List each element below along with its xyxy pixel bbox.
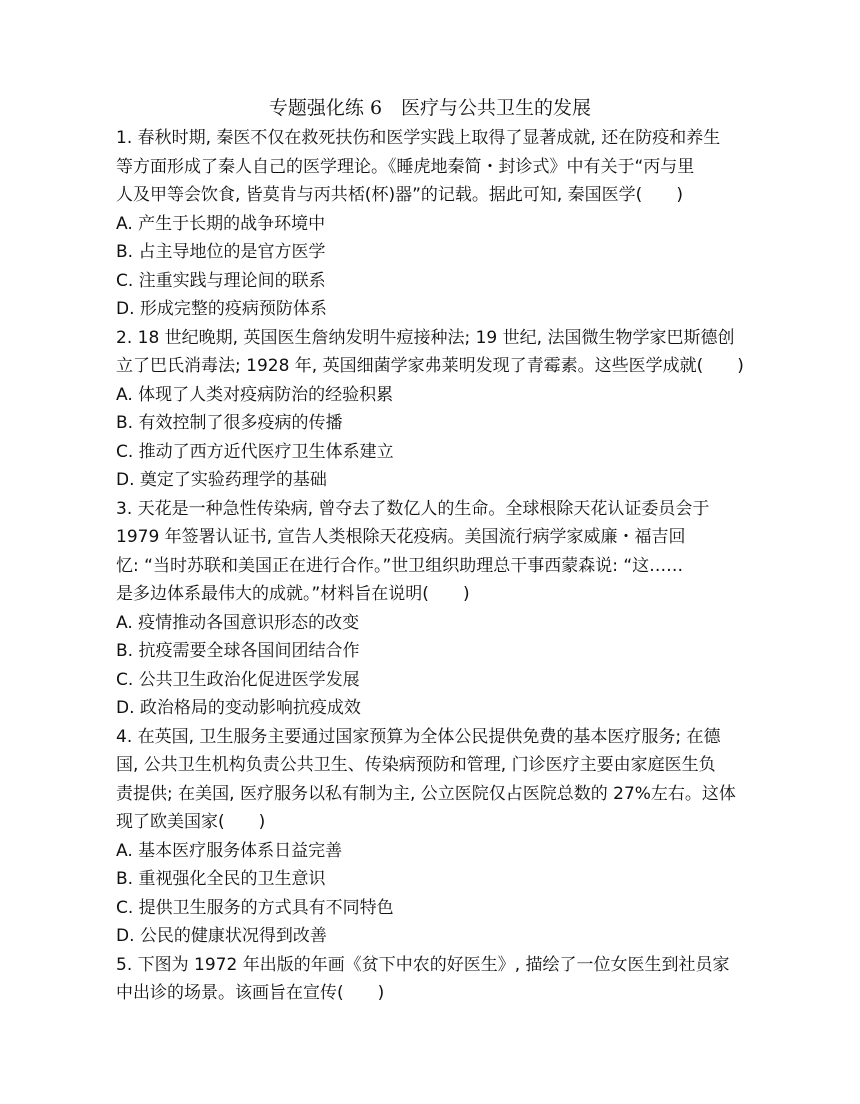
option-b: B. 占主导地位的是官方医学: [116, 242, 326, 262]
question-stem-line: 1. 春秋时期, 秦医不仅在救死扶伤和医学实践上取得了显著成就, 还在防疫和养生: [116, 128, 721, 148]
question-stem-line: 3. 天花是一种急性传染病, 曾夺去了数亿人的生命。全球根除天花认证委员会于: [116, 498, 710, 519]
option-d: D. 奠定了实验药理学的基础: [116, 470, 327, 490]
option-b: B. 重视强化全民的卫生意识: [116, 869, 326, 889]
question-4: [116, 723, 756, 951]
question-stem-line: 等方面形成了秦人自己的医学理论。《睡虎地秦简・封诊式》中有关于“丙与里: [116, 156, 695, 177]
question-stem-line: 是多边体系最伟大的成就。”材料旨在说明( ): [116, 584, 470, 604]
question-stem-line: 责提供; 在美国, 医疗服务以私有制为主, 公立医院仅占医院总数的 27%左右。这体: [116, 783, 736, 804]
option-c: C. 推动了西方近代医疗卫生体系建立: [116, 441, 394, 462]
question-stem-line: 5. 下图为 1972 年出版的年画《贫下中农的好医生》, 描绘了一位女医生到社员家: [116, 954, 730, 975]
question-stem-line: 立了巴氏消毒法; 1928 年, 英国细菌学家弗莱明发现了青霉素。这些医学成就( ): [116, 356, 744, 376]
option-a: A. 产生于长期的战争环境中: [116, 213, 326, 234]
question-stem-line: 忆: “当时苏联和美国正在进行合作。”世卫组织助理总干事西蒙森说: “这……: [116, 555, 684, 576]
question-stem-line: 现了欧美国家( ): [116, 812, 266, 832]
question-stem-line: 中出诊的场景。该画旨在宣传( ): [116, 983, 385, 1003]
option-b: B. 抗疫需要全球各国间团结合作: [116, 641, 360, 661]
option-c: C. 提供卫生服务的方式具有不同特色: [116, 897, 394, 918]
question-5: [116, 951, 756, 1008]
page-title: 专题强化练 6 医疗与公共卫生的发展: [268, 97, 592, 119]
option-d: D. 政治格局的变动影响抗疫成效: [116, 698, 361, 718]
option-a: A. 疫情推动各国意识形态的改变: [116, 612, 360, 633]
option-c: C. 公共卫生政治化促进医学发展: [116, 669, 360, 690]
question-stem-line: 国, 公共卫生机构负责公共卫生、传染病预防和管理, 门诊医疗主要由家庭医生负: [116, 755, 716, 775]
question-2: [116, 324, 756, 495]
option-c: C. 注重实践与理论间的联系: [116, 270, 326, 291]
option-d: D. 公民的健康状况得到改善: [116, 926, 327, 946]
question-3: [116, 495, 756, 723]
option-d: D. 形成完整的疫病预防体系: [116, 299, 327, 319]
question-stem-line: 2. 18 世纪晚期, 英国医生詹纳发明牛痘接种法; 19 世纪, 法国微生物学家巴斯德创: [116, 327, 735, 348]
option-b: B. 有效控制了很多疫病的传播: [116, 413, 343, 433]
question-stem-line: 4. 在英国, 卫生服务主要通过国家预算为全体公民提供免费的基本医疗服务; 在德: [116, 726, 721, 747]
question-stem-line: 人及甲等会饮食, 皆莫肯与丙共桮(杯)器”的记载。据此可知, 秦国医学( ): [116, 185, 683, 205]
question-list: [116, 124, 756, 1008]
option-a: A. 基本医疗服务体系日益完善: [116, 840, 343, 861]
question-1: [116, 124, 756, 324]
question-stem-line: 1979 年签署认证书, 宣告人类根除天花疫病。美国流行病学家威廉・福吉回: [116, 527, 686, 547]
option-a: A. 体现了人类对疫病防治的经验积累: [116, 384, 394, 405]
